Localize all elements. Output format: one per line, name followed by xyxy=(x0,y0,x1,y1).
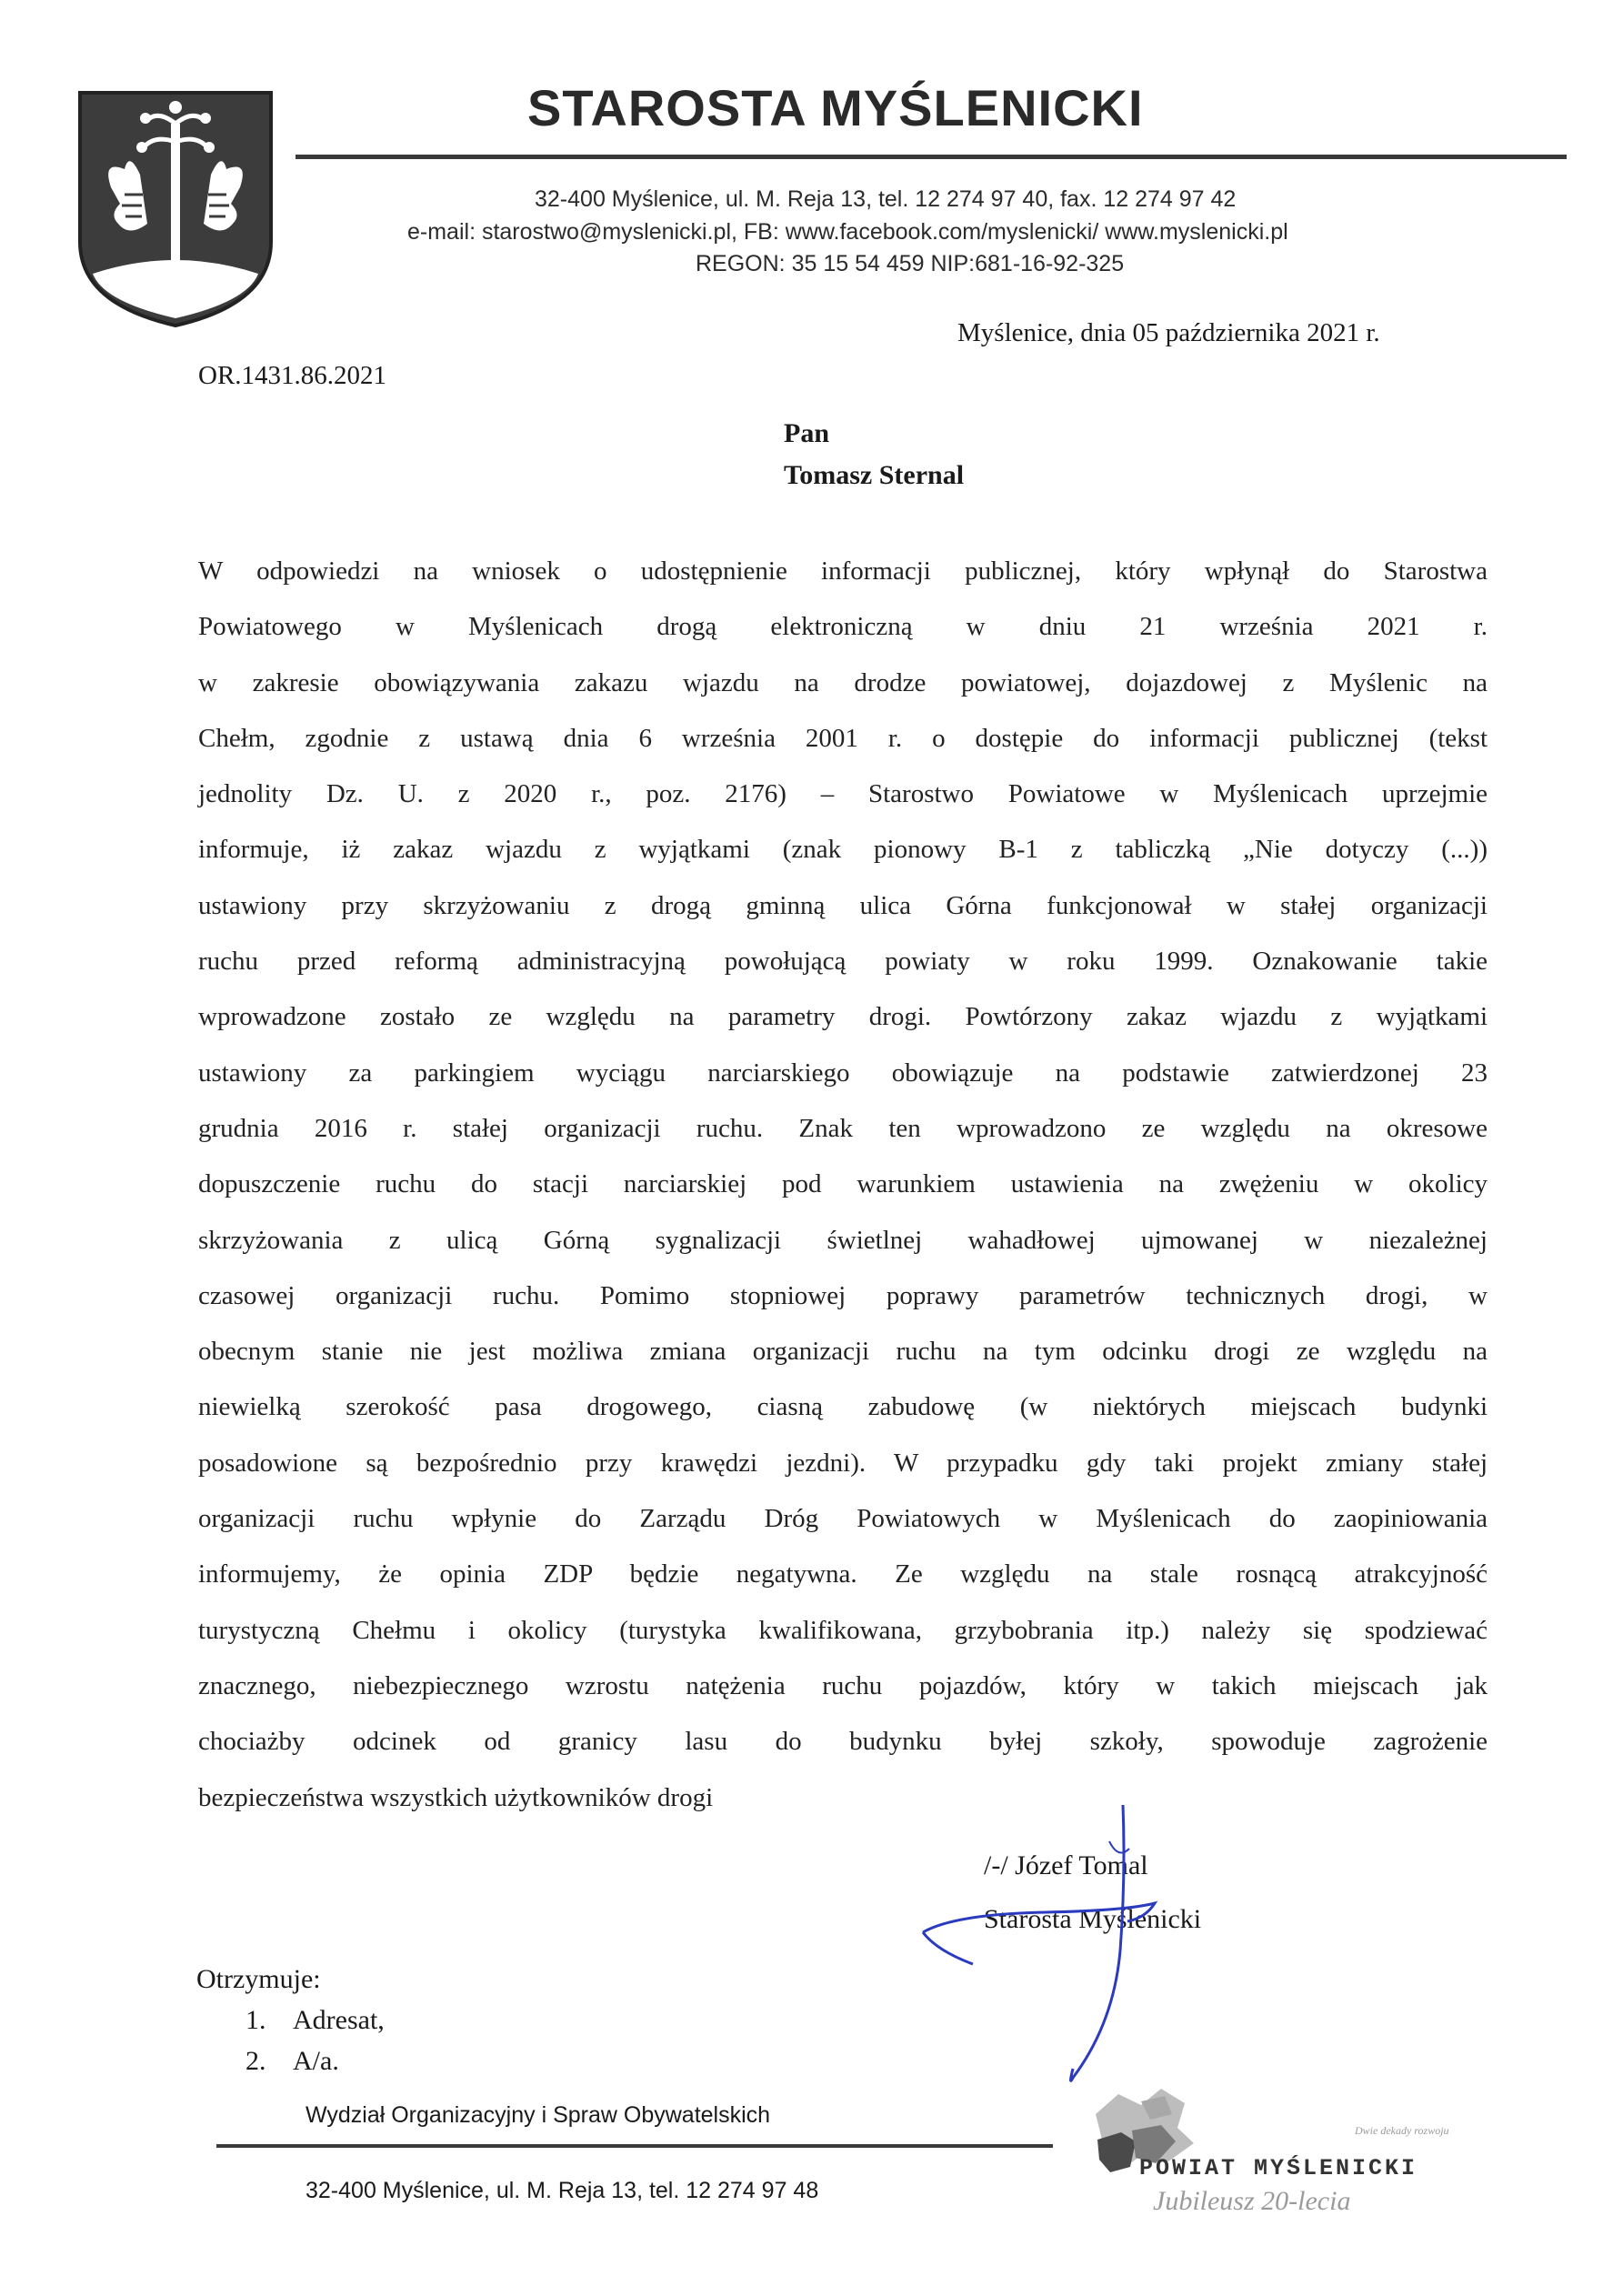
footer-divider xyxy=(216,2144,1053,2148)
body-line: informuje, iż zakaz wjazdu z wyjątkami (znak pionowy B-1 z tabliczką „Nie dotyczy (...)) xyxy=(198,835,1488,865)
footer-department: Wydział Organizacyjny i Spraw Obywatelskich xyxy=(306,2102,771,2128)
logo-small-text: Dwie dekady rozwoju xyxy=(1355,2124,1449,2137)
body-line: czasowej organizacji ruchu. Pomimo stopniowej poprawy parametrów technicznych drogi, w xyxy=(198,1280,1488,1310)
signatory-title: Starosta Myślenicki xyxy=(984,1904,1202,1934)
header-divider xyxy=(296,155,1567,159)
recipient-name: Tomasz Sternal xyxy=(784,460,965,490)
salutation: Pan xyxy=(784,418,830,448)
recipients-heading: Otrzymuje: xyxy=(196,1964,321,1994)
body-line: posadowione są bezpośrednio przy krawędzi jezdni). W przypadku gdy taki projekt zmiany stałej xyxy=(198,1448,1488,1478)
reference-number: OR.1431.86.2021 xyxy=(198,361,387,390)
body-line: jednolity Dz. U. z 2020 r., poz. 2176) – Starostwo Powiatowe w Myślenicach uprzejmie xyxy=(198,779,1488,809)
body-line: ustawiony przy skrzyżowaniu z drogą gminną ulica Górna funkcjonował w stałej organizacji xyxy=(198,890,1488,920)
place-date: Myślenice, dnia 05 października 2021 r. xyxy=(957,318,1380,347)
list-item: 1. Adresat, xyxy=(245,2005,385,2035)
body-line: dopuszczenie ruchu do stacji narciarskiej pod warunkiem ustawienia na zwężeniu w okolicy xyxy=(198,1169,1488,1199)
recipients-list xyxy=(245,2005,385,2087)
signatory-name: /-/ Józef Tomal xyxy=(984,1850,1148,1880)
coat-of-arms-icon xyxy=(75,87,276,331)
body-line: turystyczną Chełmu i okolicy (turystyka kwalifikowana, grzybobrania itp.) należy się spodziewać xyxy=(198,1615,1488,1645)
body-line: obecnym stanie nie jest możliwa zmiana organizacji ruchu na tym odcinku drogi ze względu na xyxy=(198,1337,1488,1367)
body-line: informujemy, że opinia ZDP będzie negatywna. Ze względu na stale rosnącą atrakcyjność xyxy=(198,1559,1488,1589)
body-line: skrzyżowania z ulicą Górną sygnalizacji świetlnej wahadłowej ujmowanej w niezależnej xyxy=(198,1225,1488,1255)
body-line: organizacji ruchu wpłynie do Zarządu Dróg Powiatowych w Myślenicach do zaopiniowania xyxy=(198,1504,1488,1534)
footer-address: 32-400 Myślenice, ul. M. Reja 13, tel. 12 274 97 48 xyxy=(306,2178,819,2203)
header-ids: REGON: 35 15 54 459 NIP:681-16-92-325 xyxy=(696,251,1125,276)
handwritten-signature-icon xyxy=(918,1805,1300,2105)
body-line: bezpieczeństwa wszystkich użytkowników drogi xyxy=(198,1782,714,1812)
body-line: w zakresie obowiązywania zakazu wjazdu na drodze powiatowej, dojazdowej z Myślenic na xyxy=(198,667,1488,697)
logo-name: POWIAT MYŚLENICKI xyxy=(1139,2155,1418,2181)
body-line: chociażby odcinek od granicy lasu do budynku byłej szkoły, spowoduje zagrożenie xyxy=(198,1727,1488,1757)
body-line: znacznego, niebezpiecznego wzrostu natężenia ruchu pojazdów, który w takich miejscach jak xyxy=(198,1670,1488,1700)
body-line: niewielką szerokość pasa drogowego, ciasną zabudowę (w niektórych miejscach budynki xyxy=(198,1392,1488,1422)
header-address: 32-400 Myślenice, ul. M. Reja 13, tel. 12 274 97 40, fax. 12 274 97 42 xyxy=(535,186,1237,212)
body-line: ruchu przed reformą administracyjną powołującą powiaty w roku 1999. Oznakowanie takie xyxy=(198,947,1488,977)
body-line: ustawiony za parkingiem wyciągu narciarskiego obowiązuje na podstawie zatwierdzonej 23 xyxy=(198,1058,1488,1088)
body-line: Powiatowego w Myślenicach drogą elektroniczną w dniu 21 września 2021 r. xyxy=(198,612,1488,642)
header-contact: e-mail: starostwo@myslenicki.pl, FB: www.facebook.com/myslenicki/ www.myslenicki.pl xyxy=(407,219,1288,245)
body-line: Chełm, zgodnie z ustawą dnia 6 września 2001 r. o dostępie do informacji publicznej (tekst xyxy=(198,723,1488,753)
body-line: grudnia 2016 r. stałej organizacji ruchu. Znak ten wprowadzono ze względu na okresowe xyxy=(198,1113,1488,1143)
letter-body xyxy=(198,544,1488,1826)
body-line: wprowadzone zostało ze względu na parametry drogi. Powtórzony zakaz wjazdu z wyjątkami xyxy=(198,1002,1488,1032)
body-line: W odpowiedzi na wniosek o udostępnienie informacji publicznej, który wpłynął do Starostwa xyxy=(198,556,1488,586)
letterhead-title: STAROSTA MYŚLENICKI xyxy=(527,79,1144,136)
list-item: 2. A/a. xyxy=(245,2046,339,2076)
logo-tagline: Jubileusz 20-lecia xyxy=(1153,2186,1351,2216)
